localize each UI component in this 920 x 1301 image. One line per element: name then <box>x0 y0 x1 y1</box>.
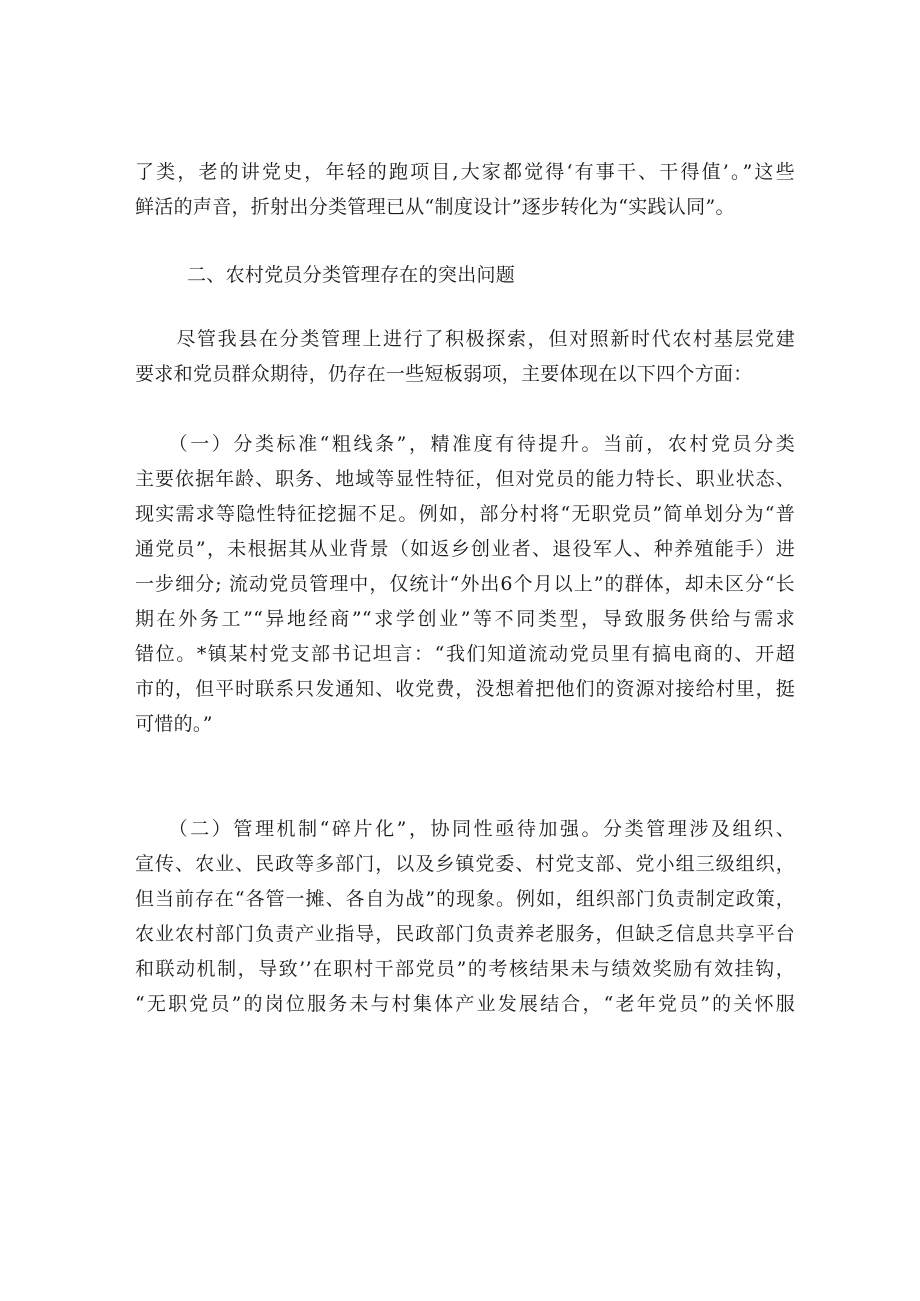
text-line: （二）管理机制“碎片化”，协同性亟待加强。分类管理涉及组织、 <box>135 818 795 840</box>
text-line: 现实需求等隐性特征挖掘不足。例如，部分村将“无职党员”简单划分为“普 <box>135 503 795 525</box>
text-line: 鲜活的声音，折射出分类管理已从“制度设计”逐步转化为“实践认同”。 <box>135 196 735 218</box>
paragraph-issue-two <box>135 812 795 1022</box>
text-line: 通党员”，未根据其从业背景（如返乡创业者、退役军人、种养殖能手）进 <box>135 538 795 560</box>
text-line: 市的，但平时联系只发通知、收党费，没想着把他们的资源对接给村里，挺 <box>135 678 795 700</box>
text-line: 农业农村部门负责产业指导，民政部门负责养老服务，但缺乏信息共享平台 <box>135 923 795 945</box>
paragraph-continuation <box>135 155 795 225</box>
text-line: 尽管我县在分类管理上进行了积极探索，但对照新时代农村基层党建 <box>135 328 795 350</box>
text-line: 主要依据年龄、职务、地域等显性特征，但对党员的能力特长、职业状态、 <box>135 468 795 490</box>
text-line: 错位。*镇某村党支部书记坦言：“我们知道流动党员里有搞电商的、开超 <box>135 643 795 665</box>
text-line: 和联动机制，导致’’在职村干部党员”的考核结果未与绩效奖励有效挂钩， <box>135 958 795 980</box>
text-line: 但当前存在“各管一摊、各自为战”的现象。例如，组织部门负责制定政策， <box>135 888 795 910</box>
section-heading: 二、农村党员分类管理存在的突出问题 <box>187 264 516 286</box>
text-line: 了类，老的讲党史，年轻的跑项目,大家都觉得‘有事干、干得值’。”这些 <box>135 161 795 183</box>
paragraph-intro <box>135 322 795 392</box>
text-line: 一步细分; 流动党员管理中，仅统计“外出6个月以上”的群体，却未区分“长 <box>135 573 795 595</box>
text-line: 宣传、农业、民政等多部门，以及乡镇党委、村党支部、党小组三级组织， <box>135 853 795 875</box>
text-line: 要求和党员群众期待，仍存在一些短板弱项，主要体现在以下四个方面： <box>135 363 753 385</box>
paragraph-issue-one <box>135 427 795 742</box>
text-line: “无职党员”的岗位服务未与村集体产业发展结合，“老年党员”的关怀服 <box>135 993 795 1015</box>
text-line: 期在外务工”“异地经商”“求学创业”等不同类型，导致服务供给与需求 <box>135 608 795 630</box>
text-line: （一）分类标准“粗线条”，精准度有待提升。当前，农村党员分类 <box>135 433 795 455</box>
text-line: 可惜的。” <box>135 713 213 735</box>
